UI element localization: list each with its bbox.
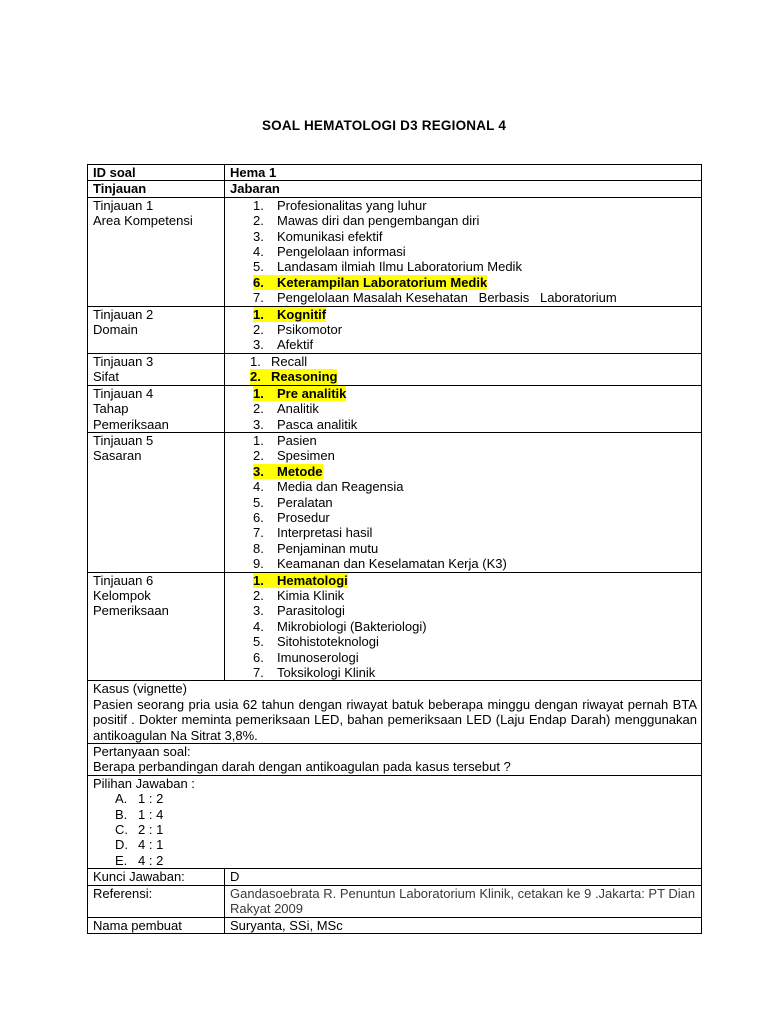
list-item-text: Pasien xyxy=(277,432,317,448)
referensi-value: Gandasoebrata R. Penuntun Laboratorium Klinik, cetakan ke 9 .Jakarta: PT Dian Rakyat 2009 xyxy=(225,885,702,917)
list-item-number: 4. xyxy=(253,618,264,634)
answer-option-text: 1 : 2 xyxy=(138,791,164,807)
list-item-number: 2. xyxy=(250,369,271,384)
list-item-number: 2. xyxy=(253,587,264,603)
tinjauan-header: Tinjauan xyxy=(88,181,225,197)
list-item-number: 5. xyxy=(253,634,264,650)
tinjauan-label xyxy=(88,306,225,353)
tinjauan-label-line: Pemeriksaan xyxy=(93,603,169,619)
list-item-number: 1. xyxy=(253,573,277,588)
jabaran-list xyxy=(230,198,701,306)
tinjauan-label-line: Tinjauan 2 xyxy=(93,306,154,322)
answer-option-text: 1 : 4 xyxy=(138,806,164,822)
list-item xyxy=(253,386,701,401)
list-item-text: Imunoserologi xyxy=(277,649,359,665)
jabaran-cell xyxy=(225,306,702,353)
list-item xyxy=(253,433,701,448)
list-item xyxy=(253,525,701,540)
answer-option-letter: A. xyxy=(115,791,128,807)
answer-options xyxy=(93,791,701,868)
list-item-number: 2. xyxy=(253,401,264,417)
tinjauan-label-line: Tinjauan 5 xyxy=(93,432,154,448)
list-item-number: 4. xyxy=(253,244,264,260)
kunci-row xyxy=(88,869,702,885)
list-item-text: Pengelolaan informasi xyxy=(277,244,406,260)
list-item-number: 6. xyxy=(253,649,264,665)
referensi-row xyxy=(88,885,702,917)
tinjauan-row xyxy=(88,432,702,572)
answer-option-text: 4 : 2 xyxy=(138,852,164,868)
list-item xyxy=(253,588,701,603)
pembuat-value: Suryanta, SSi, MSc xyxy=(225,917,702,933)
list-item xyxy=(250,354,701,369)
list-item-text: Prosedur xyxy=(277,509,330,525)
list-item-text: Keamanan dan Keselamatan Kerja (K3) xyxy=(277,556,507,572)
referensi-label: Referensi: xyxy=(88,885,225,917)
pilihan-label: Pilihan Jawaban : xyxy=(93,775,195,791)
list-item-text: Mawas diri dan pengembangan diri xyxy=(277,213,480,229)
list-item-text: Peralatan xyxy=(277,494,333,510)
list-item-text: Analitik xyxy=(277,401,319,417)
list-item-number: 4. xyxy=(253,479,264,495)
list-item-number: 1. xyxy=(253,432,264,448)
tinjauan-label-line: Tinjauan 6 xyxy=(93,572,154,588)
list-item xyxy=(253,290,701,305)
list-item-text: Toksikologi Klinik xyxy=(277,665,376,680)
jabaran-cell xyxy=(225,353,702,385)
pilihan-row xyxy=(88,775,702,868)
tinjauan-label xyxy=(88,353,225,385)
tinjauan-label-line: Tinjauan 3 xyxy=(93,353,154,369)
list-item-text: Reasoning xyxy=(271,369,338,385)
list-item-number: 1. xyxy=(250,353,261,369)
tinjauan-row xyxy=(88,353,702,385)
pilihan-cell xyxy=(88,775,702,868)
list-item-text: Hematologi xyxy=(277,572,348,588)
kasus-row xyxy=(88,681,702,744)
answer-option xyxy=(115,853,701,868)
jabaran-header: Jabaran xyxy=(225,181,702,197)
jabaran-list xyxy=(230,386,701,432)
list-item xyxy=(253,573,701,588)
answer-option-text: 4 : 1 xyxy=(138,837,164,853)
list-item xyxy=(253,417,701,432)
list-item-text: Media dan Reagensia xyxy=(277,479,404,495)
list-item-number: 7. xyxy=(253,290,264,306)
list-item xyxy=(253,495,701,510)
list-item-number: 2. xyxy=(253,322,264,338)
list-item-text: Metode xyxy=(277,463,323,479)
list-item-text: Penjaminan mutu xyxy=(277,540,379,556)
list-item-number: 3. xyxy=(253,464,277,479)
list-item-number: 3. xyxy=(253,603,264,619)
tinjauan-row xyxy=(88,306,702,353)
tinjauan-label-line: Sasaran xyxy=(93,448,142,464)
answer-option-letter: D. xyxy=(115,837,128,853)
list-item xyxy=(250,369,701,384)
list-item-number: 3. xyxy=(253,416,264,432)
list-item-text: Afektif xyxy=(277,337,314,353)
list-item xyxy=(253,510,701,525)
tinjauan-label-line: Tahap xyxy=(93,401,129,417)
list-item xyxy=(253,337,701,352)
list-item xyxy=(253,322,701,337)
tinjauan-label-line: Area Kompetensi xyxy=(93,213,193,229)
answer-option-letter: C. xyxy=(115,822,128,838)
kasus-text: Pasien seorang pria usia 62 tahun dengan riwayat batuk beberapa minggu dengan riwayat pernah BTA positif . Dokter meminta pemeriksaan LED, bahan pemeriksaan LED (Laju Endap Darah) menggunakan antikoagulan Na Sitrat 3,8%. xyxy=(93,696,697,743)
id-row xyxy=(88,165,702,181)
kunci-value: D xyxy=(225,869,702,885)
jabaran-cell xyxy=(225,572,702,681)
list-item xyxy=(253,401,701,416)
jabaran-list xyxy=(230,573,701,681)
answer-option xyxy=(115,807,701,822)
jabaran-list xyxy=(230,433,701,572)
document-title: SOAL HEMATOLOGI D3 REGIONAL 4 xyxy=(261,118,507,133)
list-item xyxy=(253,259,701,274)
list-item xyxy=(253,619,701,634)
pembuat-label: Nama pembuat xyxy=(88,917,225,933)
list-item-number: 5. xyxy=(253,259,264,275)
list-item-number: 6. xyxy=(253,275,277,290)
answer-option-letter: B. xyxy=(115,806,128,822)
list-item-number: 1. xyxy=(253,386,277,401)
pertanyaan-cell xyxy=(88,744,702,776)
list-item-text: Pengelolaan Masalah Kesehatan Berbasis Laboratorium xyxy=(277,290,617,306)
tinjauan-row xyxy=(88,385,702,432)
tinjauan-label-line: Domain xyxy=(93,322,138,338)
list-item-text: Spesimen xyxy=(277,448,335,464)
jabaran-cell xyxy=(225,432,702,572)
list-item-text: Keterampilan Laboratorium Medik xyxy=(277,274,488,290)
list-item xyxy=(253,603,701,618)
tinjauan-row xyxy=(88,197,702,306)
list-item-text: Kognitif xyxy=(277,306,327,322)
list-item-text: Sitohistoteknologi xyxy=(277,634,379,650)
jabaran-list xyxy=(230,307,701,353)
kasus-cell xyxy=(88,681,702,744)
list-item-number: 5. xyxy=(253,494,264,510)
pembuat-row xyxy=(88,917,702,933)
list-item xyxy=(253,275,701,290)
list-item-text: Komunikasi efektif xyxy=(277,228,383,244)
list-item-text: Profesionalitas yang luhur xyxy=(277,197,427,213)
answer-option xyxy=(115,791,701,806)
tinjauan-row xyxy=(88,572,702,681)
list-item-number: 3. xyxy=(253,228,264,244)
jabaran-list xyxy=(230,354,701,385)
tinjauan-label-line: Tinjauan 1 xyxy=(93,197,154,213)
pertanyaan-text: Berapa perbandingan darah dengan antikoagulan pada kasus tersebut ? xyxy=(93,759,511,775)
list-item-number: 3. xyxy=(253,337,264,353)
tinjauan-label-line: Pemeriksaan xyxy=(93,416,169,432)
answer-option-letter: E. xyxy=(115,852,128,868)
list-item xyxy=(253,464,701,479)
list-item xyxy=(253,541,701,556)
list-item-number: 2. xyxy=(253,213,264,229)
jabaran-cell xyxy=(225,385,702,432)
id-label: ID soal xyxy=(88,165,225,181)
kasus-label: Kasus (vignette) xyxy=(93,681,187,697)
header-row xyxy=(88,181,702,197)
list-item-number: 1. xyxy=(253,307,277,322)
list-item-number: 6. xyxy=(253,509,264,525)
answer-option xyxy=(115,837,701,852)
list-item-text: Recall xyxy=(271,353,308,369)
jabaran-cell xyxy=(225,197,702,306)
tinjauan-label xyxy=(88,432,225,572)
list-item xyxy=(253,198,701,213)
list-item xyxy=(253,448,701,463)
list-item-number: 7. xyxy=(253,525,264,541)
list-item xyxy=(253,479,701,494)
list-item xyxy=(253,229,701,244)
list-item-text: Landasam ilmiah Ilmu Laboratorium Medik xyxy=(277,259,522,275)
pertanyaan-label: Pertanyaan soal: xyxy=(93,744,191,760)
list-item-text: Kimia Klinik xyxy=(277,587,345,603)
list-item xyxy=(253,244,701,259)
tinjauan-label xyxy=(88,385,225,432)
answer-option-text: 2 : 1 xyxy=(138,822,164,838)
list-item-text: Mikrobiologi (Bakteriologi) xyxy=(277,618,427,634)
list-item xyxy=(253,634,701,649)
list-item-text: Pasca analitik xyxy=(277,416,358,432)
list-item-text: Pre analitik xyxy=(277,385,347,401)
list-item xyxy=(253,307,701,322)
list-item-number: 8. xyxy=(253,540,264,556)
tinjauan-label-line: Kelompok xyxy=(93,587,151,603)
tinjauan-label-line: Tinjauan 4 xyxy=(93,385,154,401)
id-value: Hema 1 xyxy=(225,165,702,181)
tinjauan-label xyxy=(88,197,225,306)
list-item-number: 1. xyxy=(253,197,264,213)
list-item-text: Interpretasi hasil xyxy=(277,525,373,541)
list-item-text: Parasitologi xyxy=(277,603,345,619)
pertanyaan-row xyxy=(88,744,702,776)
list-item xyxy=(253,213,701,228)
list-item-text: Psikomotor xyxy=(277,322,343,338)
tinjauan-label-line: Sifat xyxy=(93,369,120,385)
answer-option xyxy=(115,822,701,837)
list-item xyxy=(253,665,701,680)
list-item xyxy=(253,556,701,571)
list-item-number: 7. xyxy=(253,665,264,680)
kunci-label: Kunci Jawaban: xyxy=(88,869,225,885)
tinjauan-label xyxy=(88,572,225,681)
question-table xyxy=(87,164,702,934)
list-item-number: 9. xyxy=(253,556,264,572)
list-item xyxy=(253,650,701,665)
list-item-number: 2. xyxy=(253,448,264,464)
